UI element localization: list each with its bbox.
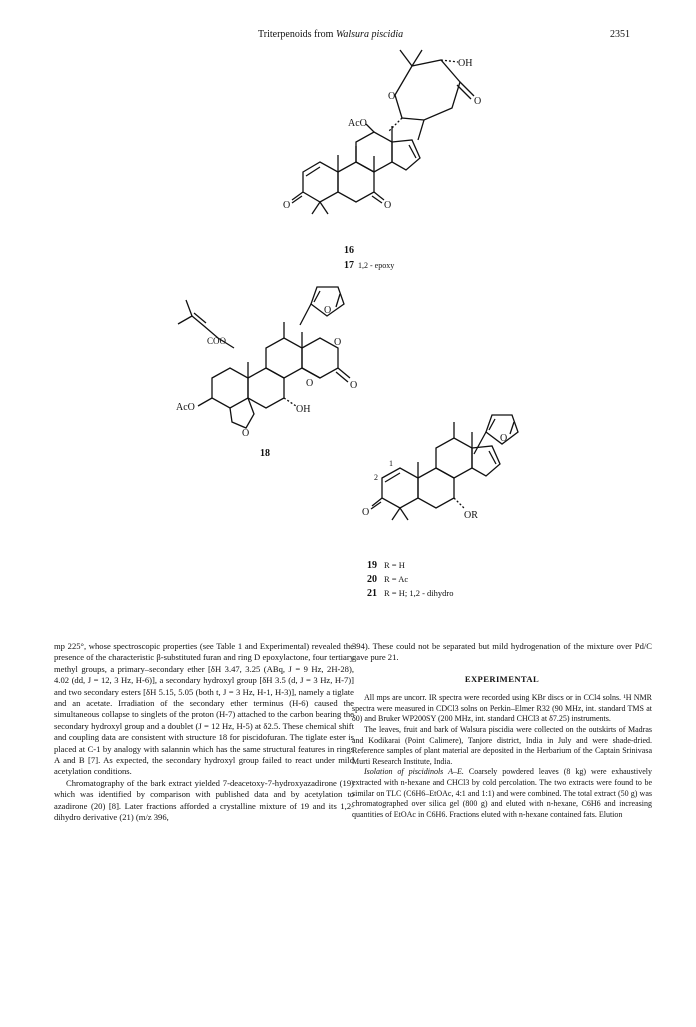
- s18-o-ketone: O: [350, 380, 358, 391]
- right-para-4-lead: Isolation of piscidinols A–E.: [364, 767, 464, 777]
- s18-ether-ring: [230, 398, 254, 428]
- s16-ring-d: [392, 140, 420, 170]
- running-title-text: Triterpenoids from: [258, 29, 334, 40]
- s16-ketone-bond-a: [460, 82, 474, 96]
- s18-furan-link: [300, 304, 311, 325]
- s16-ring-b: [338, 162, 374, 202]
- s19-row-num-2: 21: [367, 588, 377, 599]
- s19-furan-o: O: [500, 433, 508, 444]
- s16-gem-a1: [312, 202, 320, 214]
- s18-oh: OH: [296, 404, 311, 415]
- s18-tiglate-db: [194, 313, 206, 323]
- left-para-2: Chromatography of the bark extract yielded 7-deacetoxy-7-hydroxyazadirone (19) which was identified by comparison with published data and by acetylation to azadirone (20) [8]. Later fractions afforded a crystalline mixture of 19 and its 1,2-dihydro derivative (21) (m/z 396,: [54, 777, 354, 823]
- s18-ring-b: [248, 368, 284, 408]
- s19-ring-b: [418, 468, 454, 508]
- s16-o-ketone: O: [474, 96, 482, 107]
- s16-oh-bond: [441, 60, 458, 62]
- experimental-heading: EXPERIMENTAL: [464, 673, 540, 684]
- s18-oh-bond: [284, 398, 296, 406]
- right-para-4-body: Coarsely powdered leaves (8 kg) were exhaustively extracted with n-hexane and CHCl3 by cold percolation. The two extracts were found to be similar on TLC (C6H6–EtOAc, 4:1 and 1:1) and were combined. The total extract (50 g) was chromatographed over silica gel (800 g) and eluted with n-hexane, C6H6 and increasing quantities of EtOAc in C6H6. Fractions eluted with n-hexane contained fats. Elution: [352, 767, 652, 819]
- s18-ring-a: [212, 368, 248, 408]
- s18-coo: COO: [207, 336, 227, 346]
- s16-lactone-ring: [395, 60, 460, 120]
- s18-epoxy: [302, 368, 320, 378]
- s16-o-left: O: [283, 200, 291, 211]
- s16-ketone-bond-b: [457, 85, 471, 99]
- s19-ring-c: [436, 438, 472, 478]
- s19-furan-link: [474, 432, 486, 454]
- left-para-1: mp 225°, whose spectroscopic properties (see Table 1 and Experimental) revealed the presence of the characteristic β-substituted furan and ring D epoxylactone, four tertiary methyl groups, a primary–secondary ether [δH 3.47, 3.25 (ABq, J = 9 Hz, 2H-28), 4.02 (dd, J = 12, 3 Hz, H-6)], a secondary hydroxyl group [δH 3.5 (d, J = 3 Hz, H-7)] and two secondary esters [δH 5.15, 5.05 (both t, J = 3 Hz, H-1, H-3)], namely a tiglate and an acetate. Irradiation of the secondary ether terminus (H-6) caused the simultaneous collapse to singlets of the proton (H-7) attached to the carbon bearing the secondary hydroxyl group and a doublet (J = 12 Hz, H-5) at δ2.5. These chemical shift and coupling data are consistent with structure 18 for piscidofuran. The tiglate ester is placed at C-1 by analogy with salannin which has the same structural features in rings A and B [7]. As expected, the secondary hydroxyl group failed to react under mild acetylation conditions.: [54, 641, 354, 777]
- s19-or-bond: [454, 498, 464, 508]
- s16-oh: OH: [458, 58, 473, 69]
- s16-aco: AcO: [348, 118, 367, 129]
- s19-ring-a: [382, 468, 418, 508]
- s18-ring-c: [266, 338, 302, 378]
- page-number: 2351: [610, 29, 630, 40]
- running-title-genus: Walsura piscidia: [335, 29, 404, 40]
- s19-row-text-2: R = H; 1,2 - dihydro: [384, 588, 454, 598]
- s16-gem-methyl-1: [400, 50, 412, 66]
- s16-label: 16: [344, 245, 354, 256]
- s18-label: 18: [260, 448, 270, 459]
- s18-tiglate-me: [178, 316, 192, 324]
- s19-row-num-0: 19: [367, 560, 377, 571]
- s19-furan-db2: [510, 422, 514, 434]
- s18-aco: AcO: [176, 402, 195, 413]
- structure-16: [292, 50, 474, 214]
- s17-label-text: 1,2 - epoxy: [358, 261, 395, 270]
- s16-o-ring: O: [388, 91, 396, 102]
- s19-row-text-0: R = H: [384, 560, 405, 570]
- s18-ring-d: [302, 338, 338, 378]
- s18-aco-bond: [198, 398, 212, 406]
- s19-num-1: 1: [389, 459, 393, 468]
- s16-gem-a2: [320, 202, 328, 214]
- s18-lactone-ketone-2: [336, 372, 348, 382]
- right-para-2: All mps are uncorr. IR spectra were recorded using KBr discs or in CCl4 solns. ¹H NMR spectra were measured in CDCl3 solns on Perkin–Elmer R32 (90 MHz, int. standard TMS at δ0) and Bruker WP200SY (200 MHz, int. standard CHCl3 at δ7.25) instruments.: [352, 693, 652, 724]
- s18-o-lactone: O: [334, 337, 342, 348]
- s18-o-ether: O: [242, 428, 250, 439]
- right-column: [352, 641, 652, 820]
- s16-ring-a: [303, 162, 338, 202]
- left-column: [54, 641, 354, 824]
- s18-furan-db2: [336, 294, 340, 307]
- s19-row-num-1: 20: [367, 574, 377, 585]
- s19-gem-2: [400, 508, 408, 520]
- s16-aco-bond: [366, 124, 374, 132]
- s19-o-ketone: O: [362, 507, 370, 518]
- s16-link-2: [418, 120, 424, 140]
- structure-19: [371, 415, 518, 520]
- s19-num-2: 2: [374, 473, 378, 482]
- s18-furan-o: O: [324, 305, 332, 316]
- right-para-3: The leaves, fruit and bark of Walsura piscidia were collected on the outskirts of Madras and Kodikarai (Point Calimere), Tanjore district, India in July and were shade-dried. Reference samples of plant material are deposited in the Herbarium of the Captain Srinivasa Murti Research Institute, India.: [352, 725, 652, 766]
- s18-o-epoxy: O: [306, 378, 314, 389]
- s16-link: [388, 118, 402, 132]
- right-para-4: [352, 767, 652, 820]
- right-para-1: 394). These could not be separated but mild hydrogenation of the mixture over Pd/C gave pure 21.: [352, 641, 652, 663]
- s16-o-right: O: [384, 200, 392, 211]
- s19-gem-1: [392, 508, 400, 520]
- s19-or: OR: [464, 510, 478, 521]
- s18-lactone-ketone: [338, 368, 350, 378]
- s19-row-text-1: R = Ac: [384, 574, 409, 584]
- s17-label-num: 17: [344, 260, 354, 271]
